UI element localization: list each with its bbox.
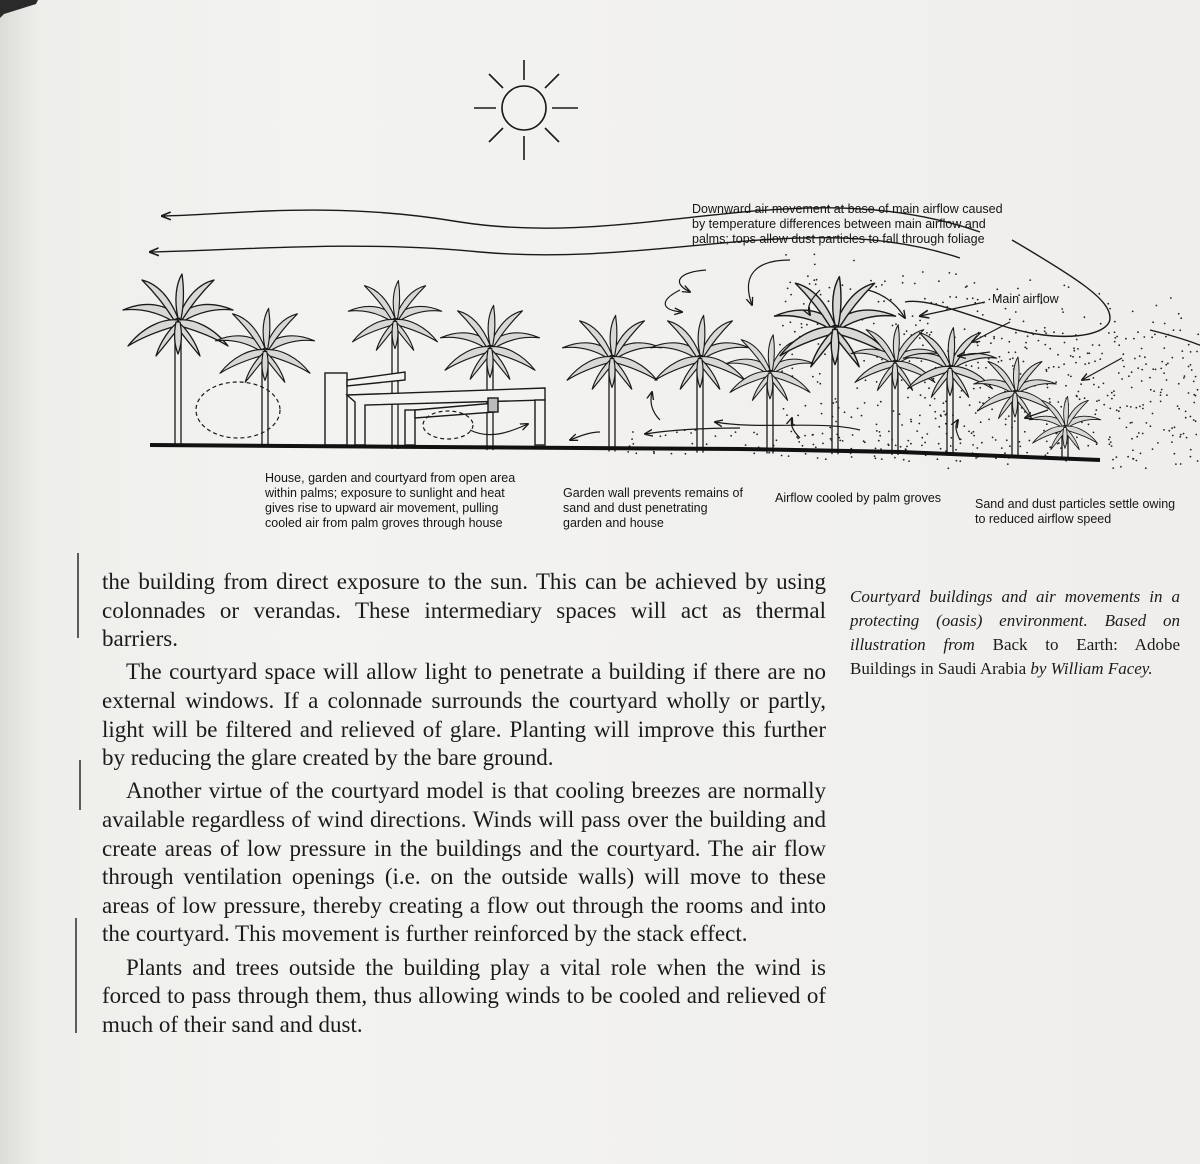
paragraph: Plants and trees outside the building play a vital role when the wind is forced to pass through them, thus allowing winds to be cooled and relieved of much of their sand and dust. bbox=[102, 954, 826, 1037]
paragraph: the building from direct exposure to the sun. This can be achieved by using colonnades or verandas. These intermediary spaces will act as thermal barriers. bbox=[102, 569, 826, 652]
label-main-airflow: Main airflow bbox=[992, 292, 1059, 306]
label-airflow-cooled: Airflow cooled by palm groves bbox=[775, 491, 942, 505]
label-house-garden: House, garden and courtyard from open area within palms; exposure to sunlight and heat gives rise to upward air movement, pulling cooled air from palm groves through house bbox=[265, 471, 516, 530]
figure-caption bbox=[850, 585, 1180, 681]
margin-annotation-line bbox=[79, 760, 81, 810]
caption-source-title: Back to Earth: Adobe Buildings in Saudi Arabia bbox=[850, 635, 1180, 678]
palm-tree bbox=[441, 305, 540, 450]
palm-tree bbox=[1029, 396, 1101, 457]
palm-tree bbox=[851, 325, 939, 455]
palm-tree bbox=[563, 315, 662, 451]
oasis-airflow-illustration bbox=[0, 0, 1200, 550]
label-sand-dust: Sand and dust particles settle owing to reduced airflow speed bbox=[975, 497, 1176, 526]
label-downward-air: Downward air movement at base of main airflow caused by temperature differences between main airflow and palms; tops allow dust particles to fall through foliage bbox=[692, 202, 1003, 246]
margin-annotation-line bbox=[75, 918, 77, 1033]
paragraph: Another virtue of the courtyard model is that cooling breezes are normally available regardless of wind directions. Winds will pass over the building and create areas of low pressure in the buildings and the courtyard. The air flow through ventilation openings (i.e. on the outside walls) will move to these areas of low pressure, thereby creating a flow out through the rooms and into the courtyard. This movement is further reinforced by the stack effect. bbox=[102, 778, 826, 947]
house-outline bbox=[325, 372, 545, 445]
body-text bbox=[102, 568, 826, 1044]
margin-annotation-line bbox=[77, 553, 79, 638]
sun-icon bbox=[474, 60, 578, 160]
palm-tree bbox=[974, 357, 1057, 456]
palm-grove bbox=[123, 274, 1101, 457]
palm-tree bbox=[216, 308, 315, 447]
paragraph: The courtyard space will allow light to penetrate a building if there are no external windows. If a colonnade surrounds the courtyard wholly or partly, light will be filtered and relieved of glare. Planting will improve this further by reducing the glare created by the bare ground. bbox=[102, 659, 826, 771]
palm-tree bbox=[903, 328, 997, 456]
caption-text: Courtyard buildings and air movements in a protecting (oasis) environment. Based on illustration from bbox=[850, 587, 1180, 654]
ground-line bbox=[150, 445, 1100, 460]
palm-tree bbox=[123, 274, 233, 446]
palm-tree bbox=[726, 335, 814, 454]
caption-author: by William Facey. bbox=[1030, 659, 1153, 678]
label-garden-wall: Garden wall prevents remains of sand and dust penetrating garden and house bbox=[563, 486, 743, 530]
